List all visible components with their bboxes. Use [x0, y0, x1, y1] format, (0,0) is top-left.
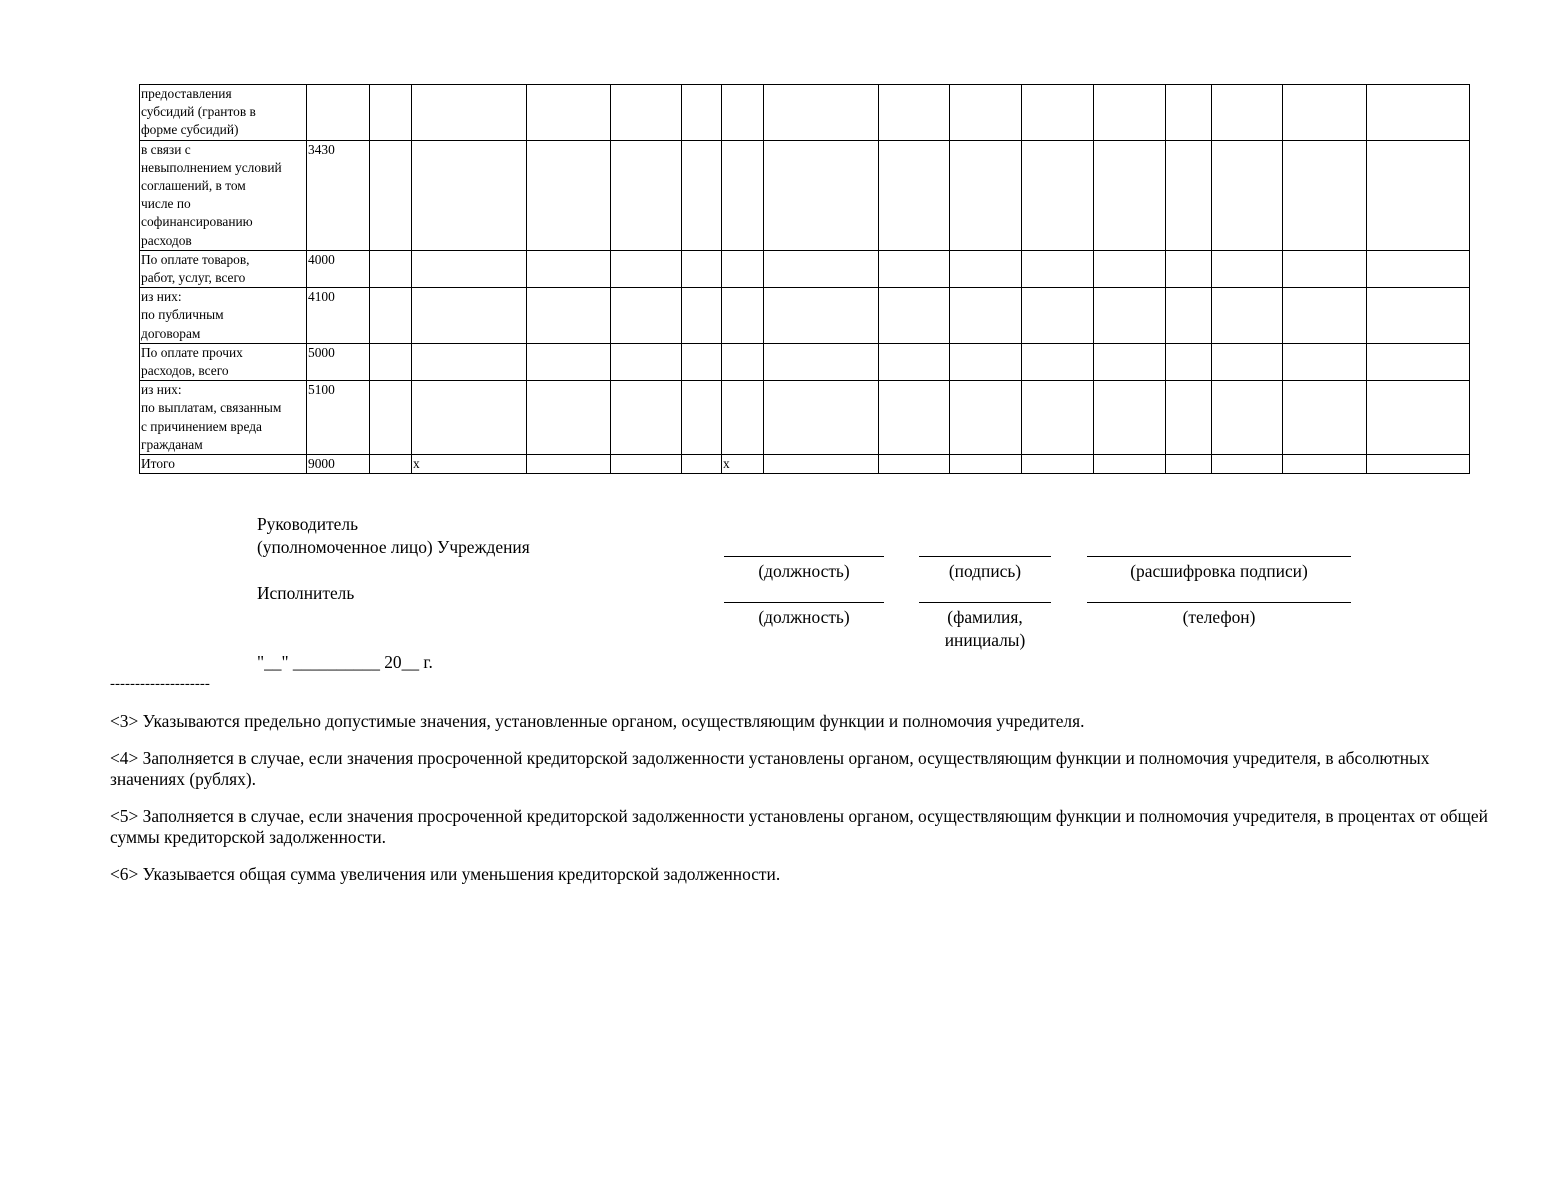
empty-cell: [1094, 343, 1166, 380]
empty-cell: [1166, 85, 1212, 141]
empty-cell: [1367, 343, 1470, 380]
empty-cell: [611, 381, 682, 455]
row-value-cell: [412, 250, 527, 287]
empty-cell: [1212, 343, 1283, 380]
empty-cell: [764, 250, 879, 287]
empty-cell: [1212, 381, 1283, 455]
empty-cell: [879, 343, 950, 380]
empty-cell: [1166, 288, 1212, 344]
empty-cell: [611, 250, 682, 287]
empty-cell: [764, 288, 879, 344]
empty-cell: [1283, 85, 1367, 141]
executor-name-line: [919, 602, 1051, 603]
empty-cell: [1166, 455, 1212, 474]
empty-cell: [1283, 381, 1367, 455]
row-value-cell: [412, 140, 527, 250]
row-value-cell: x: [412, 455, 527, 474]
empty-cell: [764, 381, 879, 455]
table-row: [140, 250, 1470, 287]
empty-cell: [682, 140, 722, 250]
row-value-cell: [722, 140, 764, 250]
row-value-cell: [722, 343, 764, 380]
empty-cell: [1367, 288, 1470, 344]
empty-cell: [370, 140, 412, 250]
empty-cell: [611, 288, 682, 344]
empty-cell: [1367, 85, 1470, 141]
empty-cell: [682, 455, 722, 474]
row-code-cell: 5000: [307, 343, 370, 380]
empty-cell: [527, 85, 611, 141]
table-row: [140, 381, 1470, 455]
empty-cell: [950, 288, 1022, 344]
empty-cell: [370, 381, 412, 455]
empty-cell: [879, 250, 950, 287]
empty-cell: [370, 455, 412, 474]
empty-cell: [1166, 250, 1212, 287]
executor-phone-line: [1087, 602, 1351, 603]
head-title-line1: Руководитель: [257, 514, 358, 534]
report-table: [139, 84, 1470, 474]
empty-cell: [1094, 250, 1166, 287]
row-label-cell: По оплате товаров, работ, услуг, всего: [140, 250, 307, 287]
empty-cell: [1022, 250, 1094, 287]
row-code-cell: 5100: [307, 381, 370, 455]
empty-cell: [527, 140, 611, 250]
row-code-cell: 9000: [307, 455, 370, 474]
executor-caption-phone: (телефон): [1182, 607, 1256, 627]
row-code-cell: 3430: [307, 140, 370, 250]
empty-cell: [1094, 140, 1166, 250]
row-label-cell: в связи с невыполнением условий соглашений, в том числе по софинансированию расходов: [140, 140, 307, 250]
row-code-cell: [307, 85, 370, 141]
empty-cell: [950, 140, 1022, 250]
empty-cell: [879, 381, 950, 455]
empty-cell: [611, 455, 682, 474]
empty-cell: [682, 85, 722, 141]
footnote-4: <4> Заполняется в случае, если значения просроченной кредиторской задолженности установлены органом, осуществляющим функции и полномочия учредителя, в абсолютных значениях (рублях).: [110, 747, 1430, 789]
table-row: [140, 140, 1470, 250]
empty-cell: [879, 140, 950, 250]
row-label-cell: Итого: [140, 455, 307, 474]
empty-cell: [1283, 343, 1367, 380]
head-decoding-line: [1087, 556, 1351, 557]
empty-cell: [1022, 288, 1094, 344]
row-value-cell: [412, 85, 527, 141]
empty-cell: [1094, 288, 1166, 344]
empty-cell: [682, 381, 722, 455]
head-position-line: [724, 556, 884, 557]
empty-cell: [370, 288, 412, 344]
row-value-cell: [722, 288, 764, 344]
row-value-cell: x: [722, 455, 764, 474]
empty-cell: [950, 381, 1022, 455]
empty-cell: [1367, 381, 1470, 455]
empty-cell: [1022, 140, 1094, 250]
empty-cell: [1283, 140, 1367, 250]
footnote-separator: --------------------: [110, 676, 210, 692]
empty-cell: [1283, 288, 1367, 344]
empty-cell: [1367, 140, 1470, 250]
empty-cell: [1367, 455, 1470, 474]
empty-cell: [1212, 288, 1283, 344]
empty-cell: [1022, 381, 1094, 455]
row-label-cell: из них: по публичным договорам: [140, 288, 307, 344]
table-row: [140, 85, 1470, 141]
empty-cell: [1022, 455, 1094, 474]
empty-cell: [764, 455, 879, 474]
footnotes: [110, 711, 1505, 900]
empty-cell: [527, 288, 611, 344]
empty-cell: [611, 140, 682, 250]
empty-cell: [950, 343, 1022, 380]
empty-cell: [527, 343, 611, 380]
footnote-3: <3> Указываются предельно допустимые значения, установленные органом, осуществляющим функции и полномочия учредителя.: [110, 711, 1085, 731]
empty-cell: [1212, 250, 1283, 287]
table-row: [140, 455, 1470, 474]
executor-caption-position: (должность): [758, 607, 850, 627]
empty-cell: [1212, 455, 1283, 474]
empty-cell: [611, 343, 682, 380]
head-caption-signature: (подпись): [948, 561, 1022, 581]
executor-title: Исполнитель: [257, 583, 355, 603]
empty-cell: [611, 85, 682, 141]
empty-cell: [879, 288, 950, 344]
empty-cell: [1283, 250, 1367, 287]
empty-cell: [1367, 250, 1470, 287]
row-value-cell: [412, 381, 527, 455]
empty-cell: [370, 85, 412, 141]
table-row: [140, 343, 1470, 380]
executor-position-line: [724, 602, 884, 603]
empty-cell: [370, 343, 412, 380]
row-label-cell: из них: по выплатам, связанным с причинением вреда гражданам: [140, 381, 307, 455]
empty-cell: [682, 250, 722, 287]
table-row: [140, 288, 1470, 344]
date-line: "__" __________ 20__ г.: [257, 652, 433, 672]
empty-cell: [1212, 85, 1283, 141]
footnote-5: <5> Заполняется в случае, если значения просроченной кредиторской задолженности установлены органом, осуществляющим функции и полномочия учредителя, в процентах от общей суммы кредиторской задолженности.: [110, 805, 1488, 847]
empty-cell: [879, 85, 950, 141]
empty-cell: [370, 250, 412, 287]
empty-cell: [527, 250, 611, 287]
row-label-cell: По оплате прочих расходов, всего: [140, 343, 307, 380]
empty-cell: [1166, 343, 1212, 380]
report-table-body: [140, 85, 1470, 474]
row-code-cell: 4000: [307, 250, 370, 287]
head-title-line2: (уполномоченное лицо) Учреждения: [257, 537, 530, 557]
empty-cell: [1094, 455, 1166, 474]
executor-caption-name: (фамилия, инициалы): [944, 607, 1026, 650]
row-value-cell: [412, 288, 527, 344]
row-label-cell: предоставления субсидий (грантов в форме субсидий): [140, 85, 307, 141]
empty-cell: [682, 343, 722, 380]
row-code-cell: 4100: [307, 288, 370, 344]
head-caption-decoding: (расшифровка подписи): [1130, 561, 1308, 581]
empty-cell: [764, 343, 879, 380]
empty-cell: [764, 140, 879, 250]
footnote-6: <6> Указывается общая сумма увеличения или уменьшения кредиторской задолженности.: [110, 863, 781, 884]
empty-cell: [879, 455, 950, 474]
empty-cell: [1212, 140, 1283, 250]
empty-cell: [950, 250, 1022, 287]
empty-cell: [950, 455, 1022, 474]
empty-cell: [1094, 381, 1166, 455]
empty-cell: [1166, 381, 1212, 455]
empty-cell: [764, 85, 879, 141]
row-value-cell: [722, 85, 764, 141]
empty-cell: [950, 85, 1022, 141]
row-value-cell: [412, 343, 527, 380]
row-value-cell: [722, 250, 764, 287]
empty-cell: [1283, 455, 1367, 474]
empty-cell: [1022, 85, 1094, 141]
head-signature-line: [919, 556, 1051, 557]
row-value-cell: [722, 381, 764, 455]
head-title: [257, 513, 530, 559]
empty-cell: [682, 288, 722, 344]
head-caption-position: (должность): [758, 561, 850, 581]
empty-cell: [1094, 85, 1166, 141]
empty-cell: [527, 455, 611, 474]
empty-cell: [1166, 140, 1212, 250]
empty-cell: [527, 381, 611, 455]
empty-cell: [1022, 343, 1094, 380]
